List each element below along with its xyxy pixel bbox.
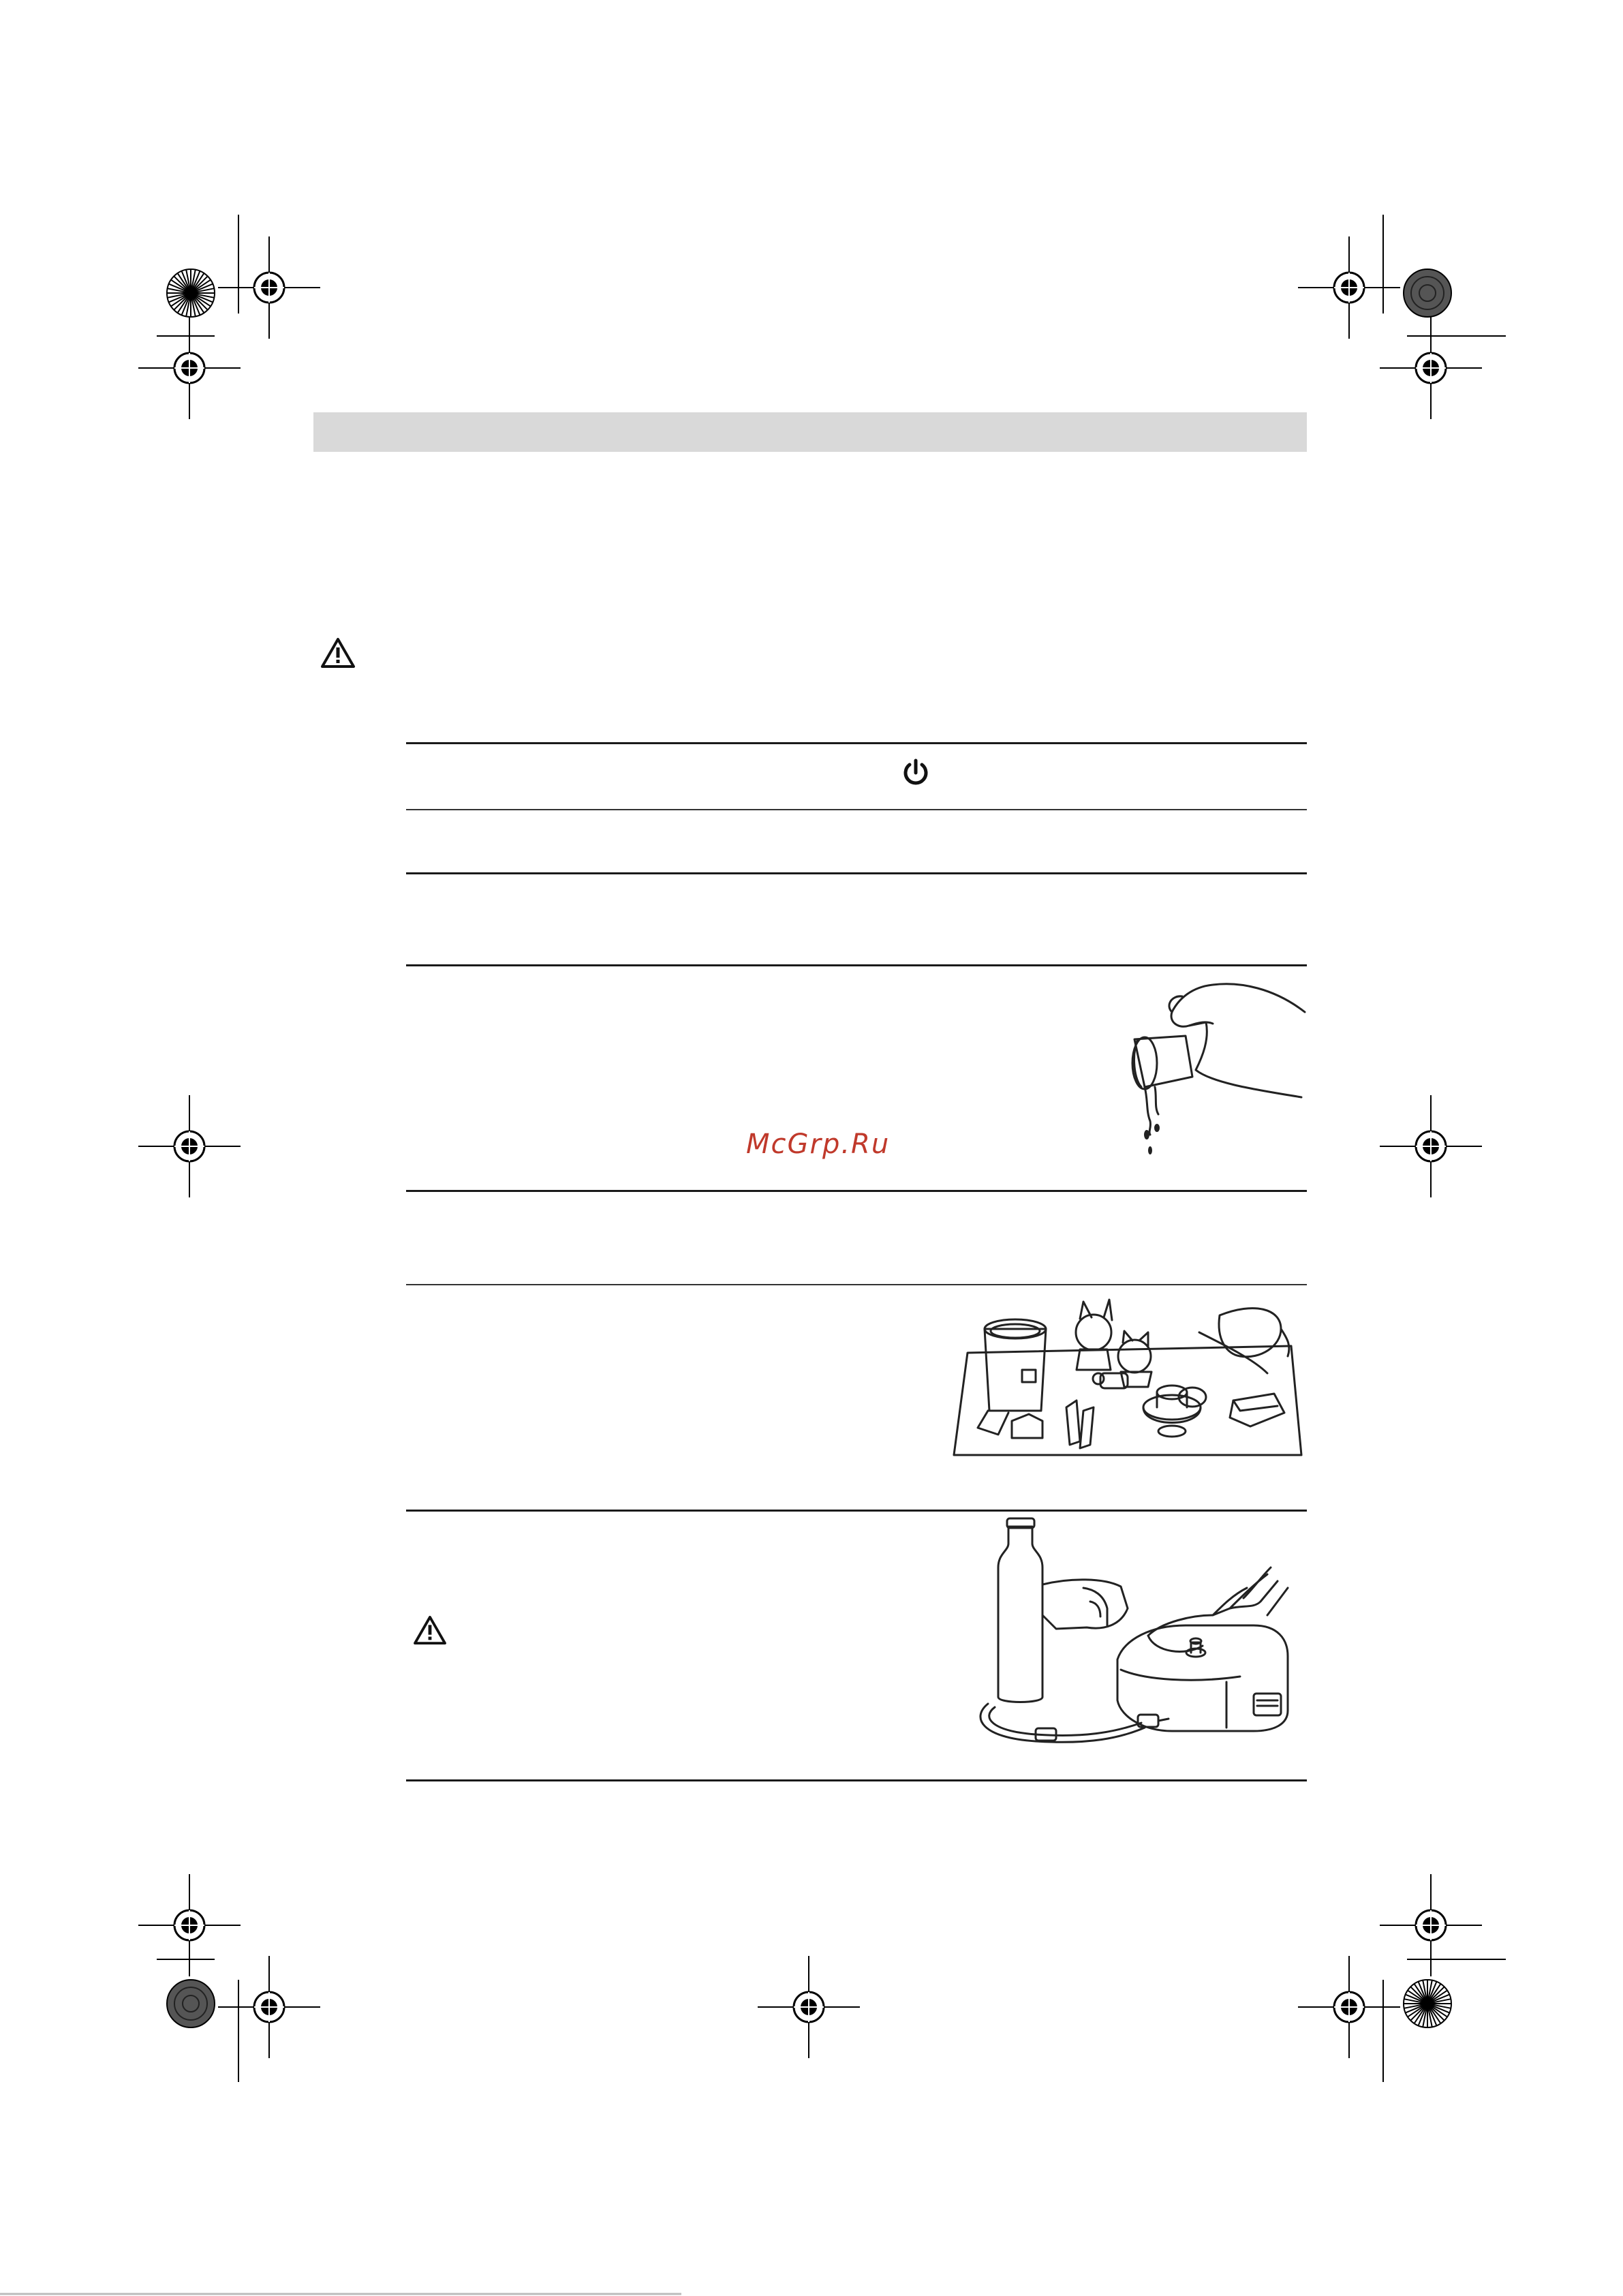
power-icon bbox=[901, 758, 931, 788]
table-rule-6 bbox=[406, 1284, 1307, 1285]
table-rule-1 bbox=[406, 742, 1307, 744]
warning-triangle-icon-2 bbox=[413, 1615, 447, 1645]
parts-drying-illustration bbox=[940, 1291, 1308, 1462]
table-rule-7 bbox=[406, 1510, 1307, 1512]
table-rule-2 bbox=[406, 809, 1307, 810]
table-rule-5 bbox=[406, 1190, 1307, 1192]
table-rule-4 bbox=[406, 964, 1307, 966]
table-rule-3 bbox=[406, 872, 1307, 874]
table-rule-8 bbox=[406, 1779, 1307, 1781]
section-header-band bbox=[313, 412, 1307, 452]
cleaning-compressor-illustration bbox=[968, 1513, 1308, 1751]
pouring-medicine-illustration bbox=[1070, 975, 1308, 1159]
warning-triangle-icon bbox=[320, 637, 356, 669]
watermark: McGrp.Ru bbox=[746, 1129, 891, 1160]
